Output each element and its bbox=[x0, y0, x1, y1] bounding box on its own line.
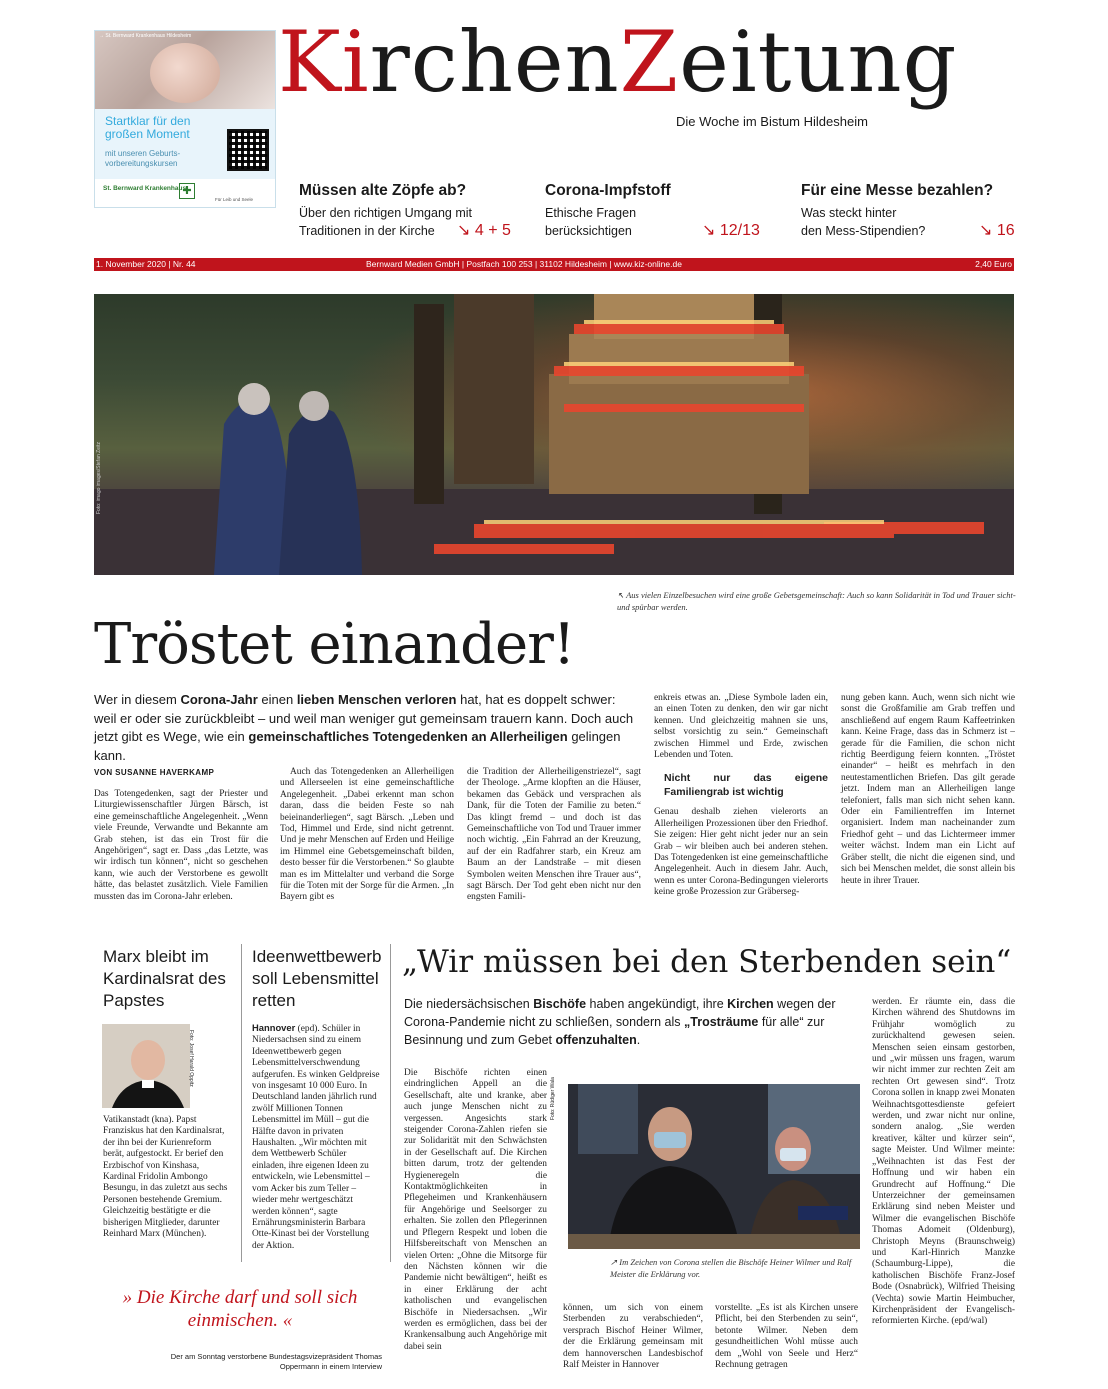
lead-bold: Bischöfe bbox=[533, 997, 587, 1011]
issue-info-bar bbox=[94, 258, 1014, 271]
article-column-1: Das Totengedenken, sagt der Priester und Liturgiewissenschaftler Jürgen Bärsch, ist eine gemeinschaftliche Angelegenheit. „Wenn viele Freunde, Verwandte und Bekannte am Grab stehen, ist das ein Trost für die Angehörigen“, sagt er. Dass „das Letzte, was wir irdisch tun können“, nicht so geschehen kann, wie auch der Verstorbene es gewollt hätte, das belastet zusätzlich. Viele Familien mussten das im Corona-Jahr erleben. bbox=[94, 789, 268, 902]
byline: VON SUSANNE HAVERKAMP bbox=[94, 768, 215, 777]
ad-credit: → St. Bernward Krankenhaus Hildesheim bbox=[99, 33, 192, 39]
article-column-3: die Tradition der Allerheiligenstriezel“, sagt der Theologe. „Arme klopften an die Häuser, bekamen das Gebäck und versprachen als Dank, für die Toten der Familie zu beten.“ Das klingt fremd – und doch ist das Gemeinschaftliche von Tod und Trauer immer noch wichtig. „Ein Fahrrad an der Kreuzung, auf der ein Radfahrer starb, ein Kreuz am Baum an der Landstraße – mit diesen Symbolen weiten Menschen ihre Trauer aus“, sagt Bärsch. Der Tod geht eben nicht nur den engsten Famili- bbox=[467, 767, 641, 903]
lead-text: haben angekündigt, ihre bbox=[586, 997, 728, 1011]
ad-headline: Startklar für den großen Moment bbox=[105, 114, 191, 141]
lead-text: für alle“ zur Besinnung und zum Gebet bbox=[404, 1015, 825, 1047]
lead-text: Die niedersächsischen bbox=[404, 997, 534, 1011]
teaser-line: Was steckt hinter bbox=[801, 206, 897, 220]
ad-hospital-name: St. Bernward Krankenhaus bbox=[103, 185, 187, 192]
issue-date: 1. November 2020 | Nr. 44 bbox=[96, 259, 196, 269]
lead-bold: lieben Menschen verloren bbox=[296, 692, 457, 707]
logo-letters-2: eitung bbox=[679, 13, 958, 111]
lead-photo-illustration bbox=[94, 294, 1014, 575]
column-divider bbox=[390, 944, 391, 1262]
article-column-4 bbox=[654, 693, 828, 899]
lead-bold: Corona-Jahr bbox=[180, 692, 258, 707]
ad-hospital-slogan: Für Leib und Seele bbox=[215, 197, 254, 202]
marx-text: Vatikanstadt (kna). Papst Franziskus hat den Kardinalsrat, der ihn bei der Kurienreform berät, aufgestockt. Er berief den Erzbischof von Kinshasa, Kardinal Fridolin Ambongo Besungu, in das zuletzt aus sechs Personen bestehende Gremium. Gleichzeitig bestätigte er die bisherigen Mitglieder, darunter Reinhard Marx (München). bbox=[103, 1115, 228, 1240]
teaser-title: Müssen alte Zöpfe ab? bbox=[299, 182, 467, 199]
sterbenden-column-4: werden. Er räumte ein, dass die Kirchen während des Shutdowns im Frühjahr womöglich zu zurückhaltend gewesen seien. Menschen seien einsam gestorben, und „wir müssen uns fragen, warum wir nicht immer zur rechten Zeit am rechten Ort gewesen sind“. Trotz Corona sollen in knapp zwei Monaten Weihnachtsgottesdienste gefeiert werden, und zwar nicht nur online, sondern analog. „Sie werden kreativer, kälter und kürzer sein“, sagte Meister. Und Wilmer meinte: „Weihnachten ist das Fest der Hoffnung und wir haben ein Grundrecht auf Hoffnung.“ Die Unterzeichner der gemeinsamen Erklärung sind neben Meister und Wilmer die evangelischen Bischöfe Thomas Adomeit (Oldenburg), Christoph Meyns (Braunschweig) und Karl-Hinrich Manzke (Schaumburg-Lippe), die katholischen Bischöfe Franz-Josef Bode (Osnabrück), Wilfried Theising (Vechta) sowie Martin Heimbucher, Kirchenpräsident der Evangelisch-reformierten Kirche. (epd/wal) bbox=[872, 997, 1015, 1327]
masthead-logo[interactable] bbox=[278, 12, 957, 112]
sterbenden-lead bbox=[404, 995, 844, 1049]
lead-text: Wer in diesem bbox=[94, 692, 181, 707]
ideen-article bbox=[252, 1022, 380, 1252]
quote-source: Der am Sonntag verstorbene Bundestagsvizepräsident Thomas Oppermann in einem Interview bbox=[170, 1352, 382, 1371]
teaser-messe[interactable] bbox=[801, 182, 1016, 240]
photo-caption: ↖ Aus vielen Einzelbesuchen wird eine große Gebetsgemeinschaft: Auch so kann Solidarität in Tod und Trauer sicht- und spürbar werden. bbox=[617, 590, 1016, 612]
ideen-dateline: Hannover bbox=[252, 1022, 296, 1033]
lead-bold: gemeinschaftliches Totengedenken an Allerheiligen bbox=[248, 729, 568, 744]
lead-text: gelingen kann. bbox=[94, 729, 621, 763]
ad-footer bbox=[95, 179, 275, 207]
advertisement[interactable] bbox=[94, 30, 276, 208]
ideen-headline[interactable]: Ideenwettbewerb soll Lebensmittel retten bbox=[252, 947, 382, 1010]
ad-photo bbox=[95, 31, 275, 109]
pull-quote: » Die Kirche darf und soll sich einmischen. « bbox=[122, 1287, 358, 1331]
sterbenden-column-1: Die Bischöfe richten einen eindringlichen Appell an die Gesellschaft, alte und kranke, aber auch junge Menschen nicht zu vergessen. Angesichts stark steigender Corona-Zahlen riefen sie zur Solidarität mit den Schwächsten in der Gesellschaft auf. Die Kirchen bitten darum, trotz der geltenden Hygieneregeln die Kontaktmöglichkeiten in Pflegeheimen und Krankenhäusern für Angehörige und Seelsorger zu erhalten. Sie zollen den Pflegerinnen und Pflegern Respekt und loben die Hilfsbereitschaft von Menschen an vielen Orten: „Ohne die Mitsorge für den Nächsten können wir die Pandemie nicht bewältigen“, heißt es in einer Erklärung der acht katholischen und evangelischen Bischöfe in Niedersachsen. „Wir werden es ermöglichen, dass bei der Krankensalbung auch Angehörige mit dabei sein bbox=[404, 1068, 547, 1352]
sterbenden-column-2: können, um sich von einem Sterbenden zu verabschieden“, versprach Bischof Heiner Wilmer, der die Erklärung gemeinsam mit dem hannoverschen Landesbischof Ralf Meister in Hannover bbox=[563, 1303, 703, 1371]
sterbenden-photo-credit: Foto: Rüdiger Wala bbox=[550, 1077, 556, 1120]
teaser-line: berücksichtigen bbox=[545, 224, 632, 238]
article-lead bbox=[94, 691, 639, 765]
sterbenden-photo bbox=[568, 1084, 860, 1249]
lead-bold: offenzuhalten bbox=[555, 1033, 637, 1047]
marx-headline[interactable]: Marx bleibt im Kardinalsrat des Papstes bbox=[103, 947, 226, 1010]
teaser-title: Corona-Impfstoff bbox=[545, 182, 671, 199]
lead-text: wegen der Corona-Pandemie nicht zu schließen, sondern als bbox=[404, 997, 836, 1029]
sterbenden-column-3: vorstellte. „Es ist als Kirchen unsere Pflicht, bei den Sterbenden zu sein“, betonte Wilmer. Neben dem gesundheitlichen Wohl müsse auch dem „Wohl von Seele und Herz“ Rechnung getragen bbox=[715, 1303, 858, 1371]
issue-price: 2,40 Euro bbox=[975, 259, 1012, 269]
lead-photo bbox=[94, 294, 1014, 575]
logo-letters-1: rchen bbox=[369, 13, 620, 111]
teaser-page-ref[interactable]: ↘ 12/13 bbox=[702, 222, 760, 239]
article-subhead: Nicht nur das eigene Familiengrab ist wichtig bbox=[664, 772, 828, 799]
column-text: Genau deshalb ziehen vielerorts an Allerheiligen Prozessionen über den Friedhof. Sie zeigen: Hier geht nicht jeder nur an sein Grab – wir bleiben auch bei anderen stehen. Das Totengedenken ist eine gemeinschaftliche Angelegenheit. Auch in diesem Jahr. Auch, wenn es unter Corona-Bedingungen vielerorts keine große Prozession zur Gräberseg- bbox=[654, 807, 828, 898]
article-column-5: nung geben kann. Auch, wenn sich nicht wie sonst die Großfamilie am Grab treffen und anschließend auf engem Raum Kaffeetrinken kann. Keine Frage, dass das in Schmerz ist – gerade für die Familien, die schon nicht richtig Beerdigung feiern konnten. „Tröstet einander“ – heißt es mehrfach in den neutestamentlichen Briefen. Das gilt gerade jetzt. Indem man an Allerheiligen lange telefoniert, falls man sich nicht sehen kann. Oder ein Familientreffen im Internet organisiert. Indem man nacheinander zum Friedhof geht – und das Lichtermeer immer weiter wächst. Indem man ein Licht auf Gräber stellt, die nicht die eigenen sind, und sich bei Menschen meldet, die sonst allein bis heute in ihrer Trauer. bbox=[841, 693, 1015, 886]
ad-photo-subject bbox=[150, 43, 220, 103]
ideen-text: (epd). Schüler in Niedersachsen sind zu einem Ideenwettbewerb gegen Lebensmittelverschwendung aufgerufen. Es winken Geldpreise von insgesamt 10 000 Euro. In Deutschland landen jährlich rund zwölf Millionen Tonnen Lebensmittel im Müll – gut die Hälfte davon in privaten Haushalten. „Wir möchten mit dem Wettbewerb Schüler einladen, ihre eigenen Ideen zu entwickeln, wie Lebensmittel – vom Acker bis zum Teller – wieder mehr wertgeschätzt werden können“, sagte Ernährungsministerin Barbara Otte-Kinast bei der Vorstellung der Aktion. bbox=[252, 1024, 380, 1251]
lead-text: hat, hat es doppelt schwer: weil er oder sie zurückbleibt – und weil man weniger gut gemeinsam trauern kann. Doch auch jetzt gibt es Wege, wie ein bbox=[94, 692, 634, 744]
lead-text: . bbox=[636, 1033, 641, 1047]
teaser-title: Für eine Messe bezahlen? bbox=[801, 182, 994, 199]
ad-subline: mit unseren Geburts-vorbereitungskursen bbox=[105, 149, 181, 168]
photo-credit: Foto: imago images/Stefan Zeitz bbox=[96, 442, 102, 514]
teaser-line: Ethische Fragen bbox=[545, 206, 637, 220]
cross-icon: ✚ bbox=[179, 183, 195, 199]
lead-bold: „Trosträume bbox=[684, 1015, 759, 1029]
bishops-illustration bbox=[568, 1084, 860, 1249]
teaser-line: den Mess-Stipendien? bbox=[801, 224, 926, 238]
marx-portrait bbox=[102, 1024, 190, 1108]
logo-letters-red-2: Z bbox=[619, 13, 680, 111]
teaser-line: Über den richtigen Umgang mit bbox=[299, 206, 472, 220]
tagline: Die Woche im Bistum Hildesheim bbox=[676, 114, 868, 129]
teaser-page-ref[interactable]: ↘ 16 bbox=[979, 222, 1015, 239]
sterbenden-photo-caption: ↗ Im Zeichen von Corona stellen die Bischöfe Heiner Wilmer und Ralf Meister die Erklärung vor. bbox=[610, 1257, 852, 1279]
publisher-info: Bernward Medien GmbH | Postfach 100 253 | 31102 Hildesheim | www.kiz-online.de bbox=[366, 259, 682, 269]
article-column-2: Auch das Totengedenken an Allerheiligen und Allerseelen ist eine gemeinschaftliche Angelegenheit. „Dabei erkennt man schon daran, dass die beiden Feste so nah beieinanderliegen“, sagt Bärsch. „Leben und Tod, Himmel und Erde, sind nicht getrennt. Und je mehr Menschen auf Erden und Heilige im Himmel eine Gebetsgemeinschaft bilden, desto besser für die Verstorbenen.“ So glaubte man es im Mittelalter und verband die Sorge für die Toten mit der Sorge für die Armen. „In Bayern gibt es bbox=[280, 767, 454, 903]
teaser-impfstoff[interactable] bbox=[545, 182, 760, 240]
lead-text: einen bbox=[257, 692, 297, 707]
teaser-page-ref[interactable]: ↘ 4 + 5 bbox=[457, 222, 511, 239]
teaser-line: Traditionen in der Kirche bbox=[299, 224, 435, 238]
lead-bold: Kirchen bbox=[727, 997, 774, 1011]
column-text: enkreis etwas an. „Diese Symbole laden ein, an einen Toten zu denken, den wir gar nicht kennen. Und gleichzeitig mahnen sie uns, selbst vorsichtig zu sein.“ Gemeinschaft zwischen Himmel und Erde, zwischen Lebenden und Toten. bbox=[654, 693, 828, 761]
teaser-zoepfe[interactable] bbox=[299, 182, 514, 240]
marx-photo-credit: Foto: Josef Harald Oppitz bbox=[188, 1030, 194, 1087]
sterbenden-headline[interactable]: „Wir müssen bei den Sterbenden sein“ bbox=[402, 944, 1012, 980]
logo-letters-red-1: Ki bbox=[278, 13, 370, 111]
column-divider bbox=[241, 944, 242, 1262]
main-headline[interactable]: Tröstet einander! bbox=[94, 612, 575, 677]
portrait-illustration bbox=[102, 1024, 190, 1108]
qr-code-icon[interactable] bbox=[227, 129, 269, 171]
